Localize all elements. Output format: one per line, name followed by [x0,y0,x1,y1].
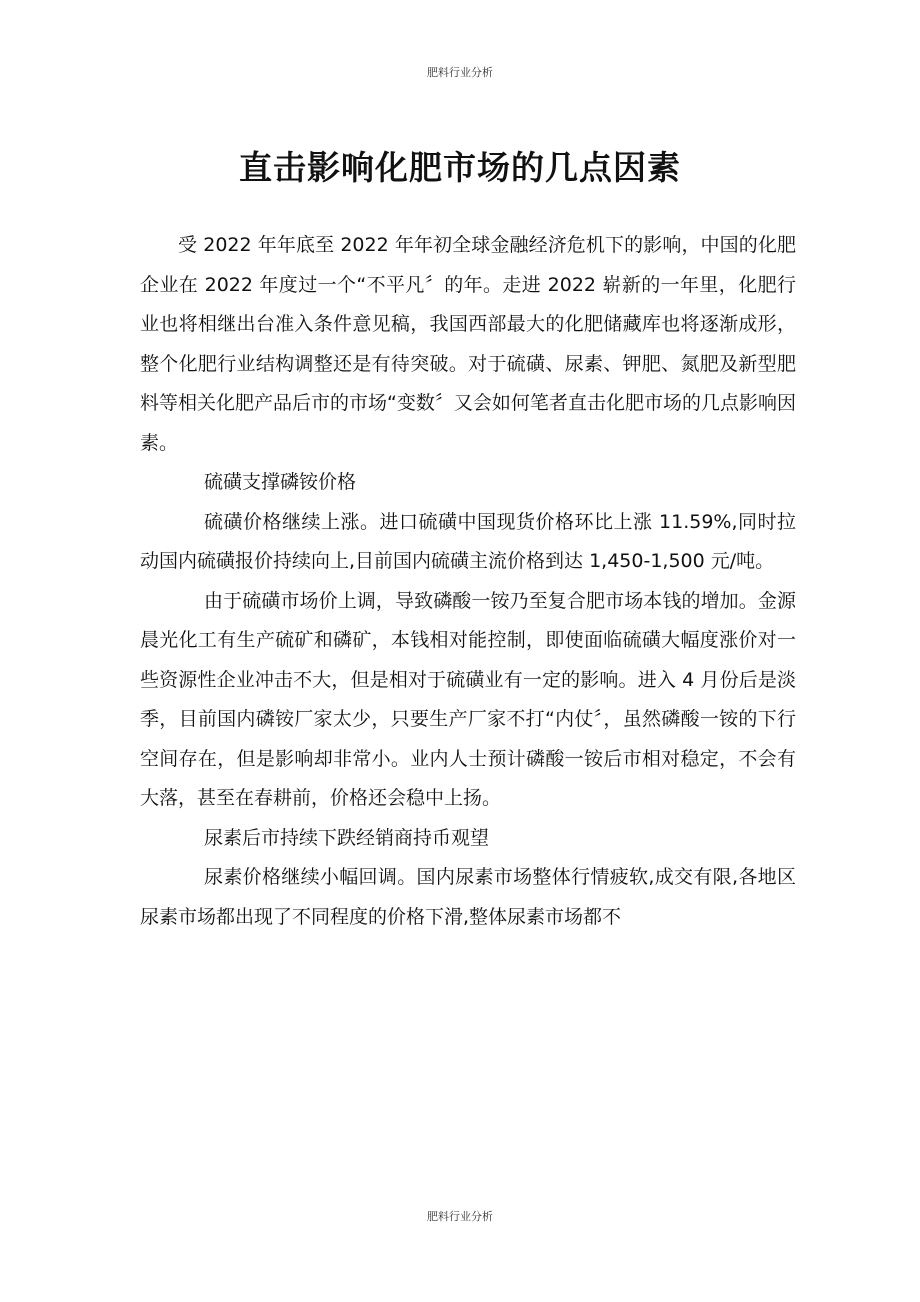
running-header: 肥料行业分析 [427,66,493,79]
running-footer: 肥料行业分析 [427,1210,493,1223]
sulfur-impact-paragraph: 由于硫磺市场价上调，导致磷酸一铵乃至复合肥市场本钱的增加。金源晨光化工有生产硫矿和磷矿，本钱相对能控制，即使面临硫磺大幅度涨价对一些资源性企业冲击不大，但是相对于硫磺业有一定的影响。进入 4 月份后是淡季，目前国内磷铵厂家太少，只要生产厂家不打“内仗〞，虽然磷酸一铵的下行空间存在，但是影响却非常小。业内人士预计磷酸一铵后市相对稳定，不会有大落，甚至在春耕前，价格还会稳中上扬。 [140,589,796,809]
sulfur-price-paragraph: 硫磺价格继续上涨。进口硫磺中国现货价格环比上涨 11.59%,同时拉动国内硫磺报价持续向上,目前国内硫磺主流价格到达 1,450-1,500 元/吨。 [140,510,796,572]
document-title: 直击影响化肥市场的几点因素 [239,148,681,187]
section-heading-sulfur: 硫磺支撑磷铵价格 [204,471,357,493]
intro-paragraph: 受 2022 年年底至 2022 年年初全球金融经济危机下的影响，中国的化肥企业在 2022 年度过一个“不平凡〞的年。走进 2022 崭新的一年里，化肥行业也将相继出台准入条件意见稿，我国西部最大的化肥储藏库也将逐渐成形，整个化肥行业结构调整还是有待突破。对于硫磺、尿素、钾肥、氮肥及新型肥料等相关化肥产品后市的市场“变数〞又会如何笔者直击化肥市场的几点影响因素。 [140,234,796,454]
section-heading-urea: 尿素后市持续下跌经销商持币观望 [204,826,490,849]
document-body [140,226,796,937]
urea-price-paragraph: 尿素价格继续小幅回调。国内尿素市场整体行情疲软,成交有限,各地区尿素市场都出现了不同程度的价格下滑,整体尿素市场都不 [140,866,796,928]
